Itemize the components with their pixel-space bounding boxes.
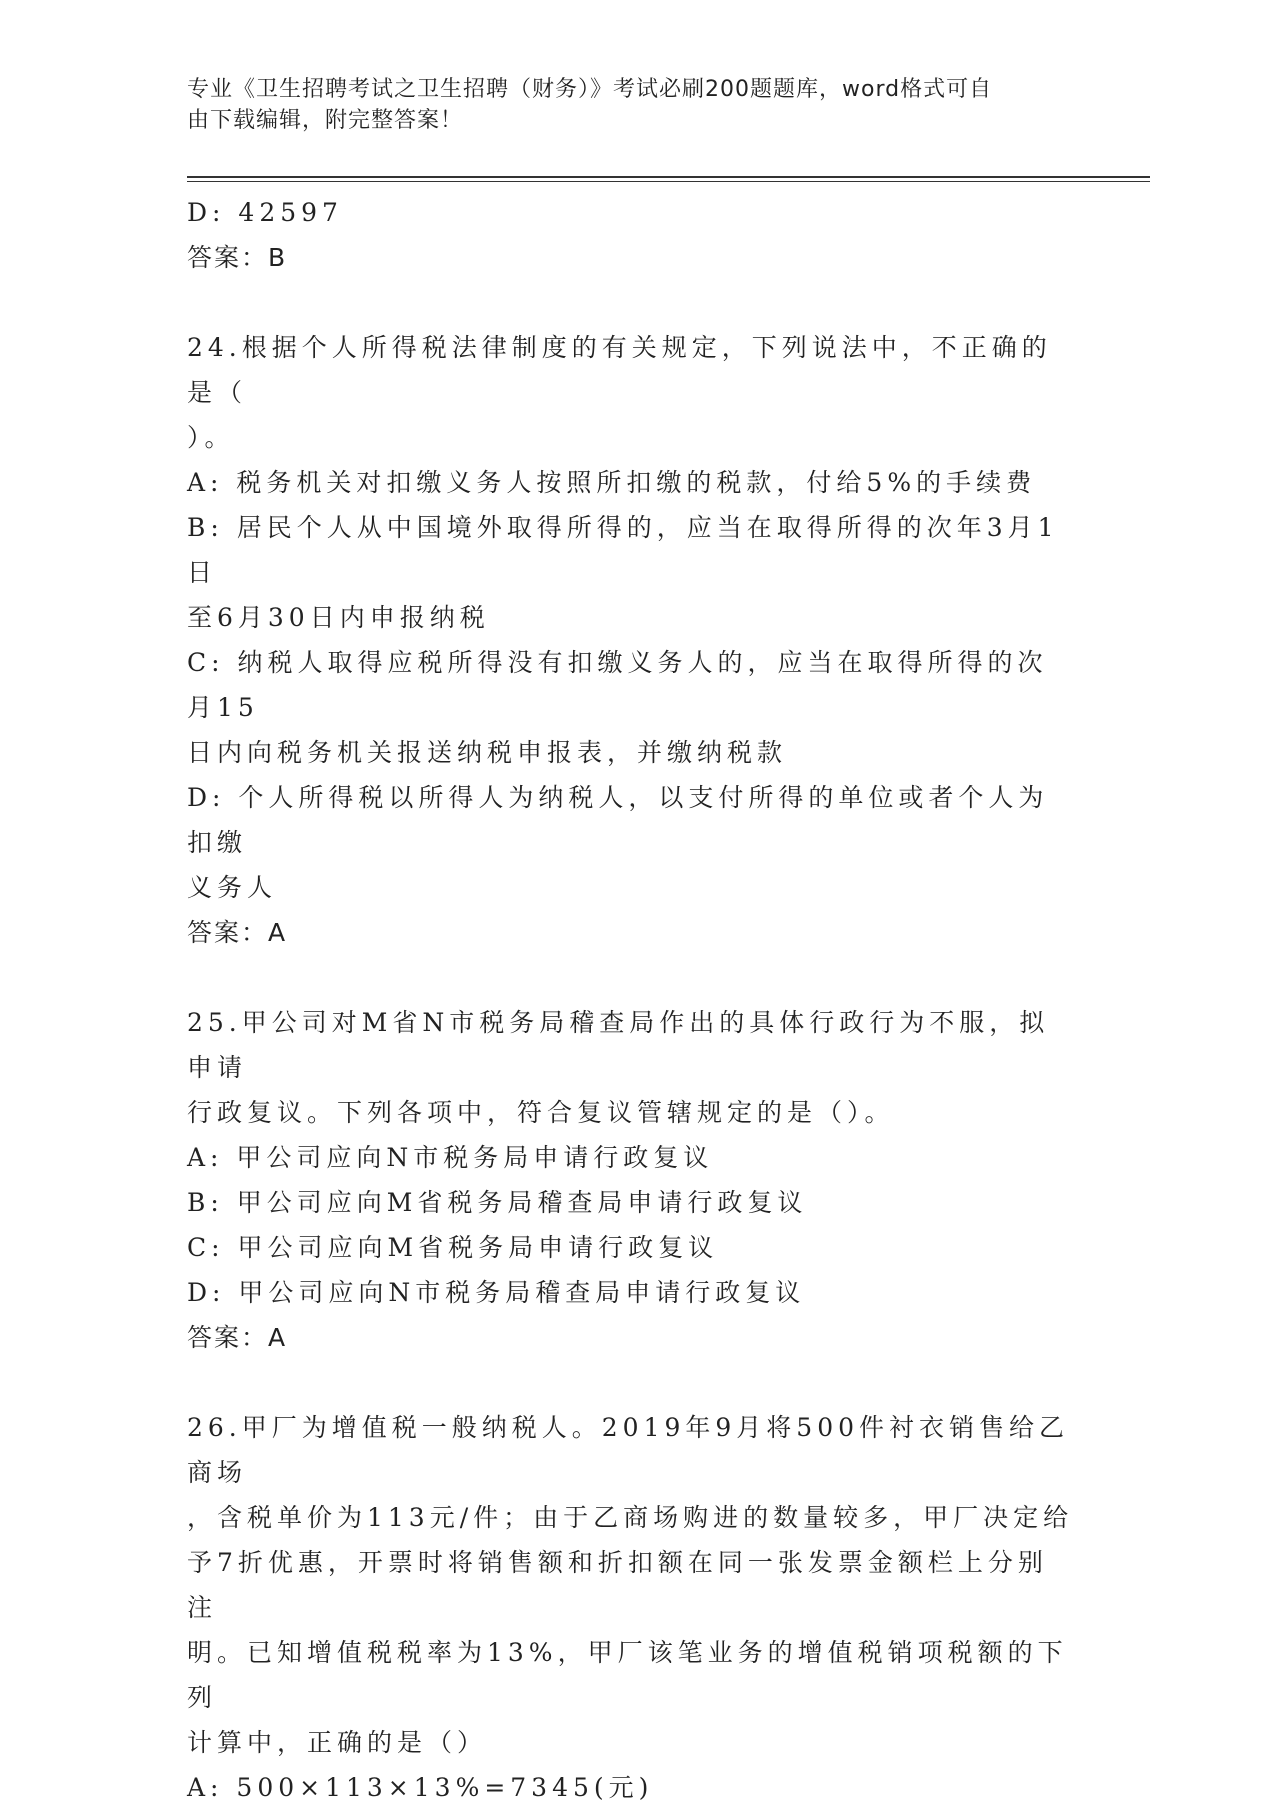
q24-stem-2: ）。	[187, 423, 235, 452]
q26-stem-5: 计算中，正确的是（）	[187, 1728, 488, 1757]
header-line-1: 专业《卫生招聘考试之卫生招聘（财务）》考试必刷200题题库，word格式可自	[187, 77, 993, 102]
q25-option-a: A: 甲公司应向N市税务局申请行政复议	[187, 1143, 714, 1172]
question-26	[187, 1405, 1077, 1810]
q25-option-d: D: 甲公司应向N市税务局稽查局申请行政复议	[187, 1278, 806, 1307]
q24-option-d-2: 义务人	[187, 873, 278, 902]
q24-option-b-2: 至6月30日内申报纳税	[187, 603, 490, 632]
q25-option-c: C: 甲公司应向M省税务局申请行政复议	[187, 1233, 719, 1262]
question-25	[187, 1000, 1077, 1360]
q25-stem-1: 25.甲公司对M省N市税务局稽查局作出的具体行政行为不服，拟申请	[187, 1008, 1050, 1082]
q25-answer: 答案：A	[187, 1323, 288, 1352]
q24-option-d-1: D: 个人所得税以所得人为纳税人，以支付所得的单位或者个人为扣缴	[187, 783, 1049, 857]
page-header	[187, 74, 1067, 136]
question-content	[187, 190, 1077, 1810]
q26-stem-1: 26.甲厂为增值税一般纳税人。2019年9月将500件衬衣销售给乙商场	[187, 1413, 1070, 1487]
q25-stem-2: 行政复议。下列各项中，符合复议管辖规定的是（）。	[187, 1098, 895, 1127]
q26-option-a: A: 500×113×13%=7345(元)	[187, 1773, 654, 1802]
header-divider-thin	[187, 181, 1150, 182]
q24-option-c-2: 日内向税务机关报送纳税申报表，并缴纳税款	[187, 738, 788, 767]
q26-stem-4: 明。已知增值税税率为13%，甲厂该笔业务的增值税销项税额的下列	[187, 1638, 1068, 1712]
q26-stem-2: ，含税单价为113元/件；由于乙商场购进的数量较多，甲厂决定给	[187, 1503, 1074, 1532]
q25-option-b: B: 甲公司应向M省税务局稽查局申请行政复议	[187, 1188, 808, 1217]
q24-stem-1: 24.根据个人所得税法律制度的有关规定，下列说法中，不正确的是（	[187, 333, 1052, 407]
header-divider-thick	[187, 176, 1150, 178]
q24-answer: 答案：A	[187, 918, 288, 947]
q24-option-b-1: B: 居民个人从中国境外取得所得的，应当在取得所得的次年3月1日	[187, 513, 1059, 587]
spacer	[187, 1360, 1077, 1405]
header-line-2: 由下载编辑，附完整答案！	[187, 108, 464, 133]
prev-option-d: D: 42597	[187, 198, 343, 227]
q24-option-c-1: C: 纳税人取得应税所得没有扣缴义务人的，应当在取得所得的次月15	[187, 648, 1048, 722]
prev-answer: 答案：B	[187, 243, 288, 272]
q24-option-a: A: 税务机关对扣缴义务人按照所扣缴的税款，付给5%的手续费	[187, 468, 1037, 497]
question-24	[187, 325, 1077, 955]
spacer	[187, 955, 1077, 1000]
q26-stem-3: 予7折优惠，开票时将销售额和折扣额在同一张发票金额栏上分别注	[187, 1548, 1048, 1622]
spacer	[187, 280, 1077, 325]
